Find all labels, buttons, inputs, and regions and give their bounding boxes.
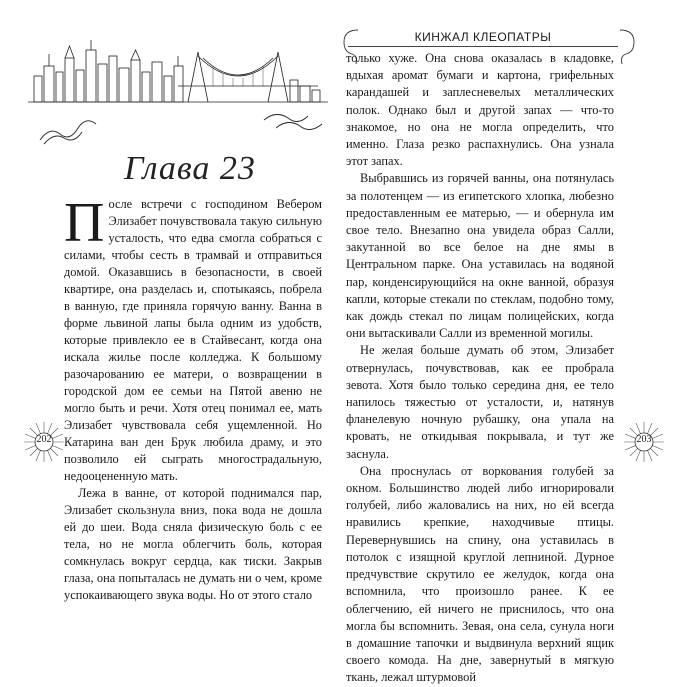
paragraph: только хуже. Она снова оказалась в кладовке, вдыхая аромат бумаги и картона, грифельных карандашей и заплесневелых металлических полок. Однако был и другой запах — что-то знакомое, но она не могла определить, что именно. Глаза резко распахнулись. Она узнала этот запах.	[346, 51, 614, 169]
drop-cap: П	[64, 192, 105, 254]
city-skyline-illustration	[28, 36, 328, 106]
paragraph: После встречи с господином Вебером Элизабет почувствовала такую сильную усталость, что едва смогла собраться с силами, чтобы сесть в трамвай и отправиться домой. Оказавшись в безопасности, в своей квартире, она разделась и, спотыкаясь, побрела в ванную, где приняла горячую ванну. Ванна в форме львиной лапы была одним из удобств, которые привлекло ее в Стайвесант, когда она искала жилье после колледжа. К большому разочарованию ее матери, о возвращении в городской дом ее семьи на Пятой авеню не могло быть и речи. Хотя отец понимал ее, мать Элизабет чувствовала себя ущемленной. Но Катарина ван ден Брук любила драму, и это позволило ей сыграть многострадальную, недооцененную мать.	[64, 192, 322, 483]
paragraph: Выбравшись из горячей ванны, она потянулась за полотенцем — из египетского хлопка, любезно предоставленным ее матерью, — и обернула им свое тело. Внезапно она увидела образ Салли, закутанной во все белое на дне ямы в Центральном парке. Она уставилась на водяной пар, конденсирующийся на окне ванной, образуя капли, которые стекали по стеклам, подобно тому, как дождь стекал по лицам полицейских, когда они вытаскивали Салли из временной могилы.	[346, 171, 614, 341]
page-number-badge-left	[22, 420, 66, 464]
chapter-title: Глава 23	[124, 150, 256, 187]
page-number-badge-right	[622, 420, 666, 464]
running-head: КИНЖАЛ КЛЕОПАТРЫ	[414, 30, 552, 44]
paragraph: Лежа в ванне, от которой поднимался пар, Элизабет скользнула вниз, пока вода не дошла ей до шеи. Вода сняла физическую боль с ее тела, но не могла облегчить боль, которая сомкнулась вокруг сердца, как тиски. Закрыв глаза, она попыталась не думать ни о чем, кроме успокаивающего звука воды. Но от этого стало	[64, 486, 322, 602]
page-number: 203	[636, 434, 652, 445]
header-rule	[348, 46, 618, 47]
ribbon-ornament	[36, 106, 336, 146]
left-page-body	[64, 192, 322, 604]
right-page-body	[346, 50, 614, 687]
paragraph: Она проснулась от воркования голубей за окном. Большинство людей либо игнорировали голубей, либо жаловались на них, но ей всегда нравились крепкие, находчивые птицы. Перевернувшись на спину, она уставилась в потолок с изящной круглой лепниной. Дурное предчувствие скрутило ее желудок, когда она вспомнила, что произошло ранее. К ее облегчению, ей ничего не приснилось, что она могла бы вспомнить. Зевая, она села, сунула ноги в домашние тапочки и выдвинула верхний ящик своего комода. На дне, завернутый в мягкую ткань, лежал штурмовой	[346, 463, 614, 685]
paragraph: Не желая больше думать об этом, Элизабет отвернулась, почувствовав, как ее пробрала зевота. Хотя было только середина дня, ее тело напилось тяжестью от усталости, и, натянув фланелевую ночную рубашку, она упала на кровать, не откидывая покрывала, и тут же заснула.	[346, 343, 614, 461]
page-number: 202	[36, 434, 52, 445]
